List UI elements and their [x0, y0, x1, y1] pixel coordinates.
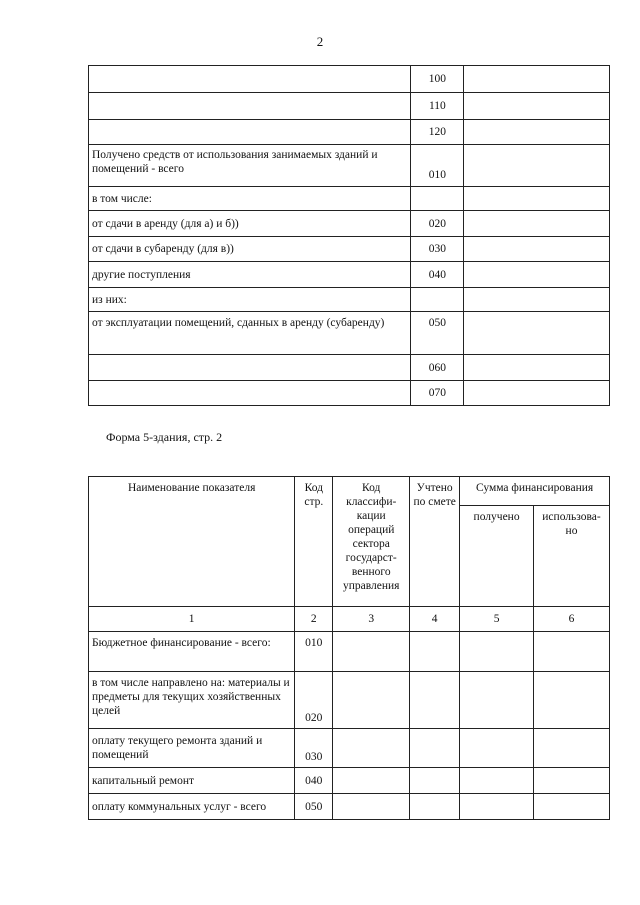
table-row	[89, 93, 610, 120]
column-number: 6	[534, 607, 610, 632]
row-label: капитальный ремонт	[89, 768, 295, 794]
value-cell	[460, 632, 534, 672]
table-row	[89, 312, 610, 355]
value-cell	[464, 66, 610, 93]
row-label	[89, 66, 411, 93]
value-cell	[333, 794, 410, 820]
value-cell	[464, 211, 610, 237]
value-cell	[410, 672, 460, 729]
row-code	[411, 288, 464, 312]
value-cell	[464, 145, 610, 187]
value-cell	[464, 381, 610, 406]
row-code	[411, 187, 464, 211]
row-label: из них:	[89, 288, 411, 312]
row-label	[89, 355, 411, 381]
table-row	[89, 145, 610, 187]
value-cell	[464, 93, 610, 120]
row-label: Получено средств от использования занимаемых зданий и помещений - всего	[89, 145, 411, 187]
value-cell	[534, 632, 610, 672]
row-code: 060	[411, 355, 464, 381]
value-cell	[333, 729, 410, 768]
table-row	[89, 794, 610, 820]
value-cell	[464, 237, 610, 262]
value-cell	[410, 794, 460, 820]
value-cell	[534, 768, 610, 794]
value-cell	[333, 768, 410, 794]
header-received: получено	[460, 506, 534, 607]
value-cell	[333, 672, 410, 729]
value-cell	[460, 729, 534, 768]
table-row	[89, 632, 610, 672]
row-label: от сдачи в субаренду (для в))	[89, 237, 411, 262]
value-cell	[534, 729, 610, 768]
table-row	[89, 381, 610, 406]
table-row	[89, 729, 610, 768]
row-code: 120	[411, 120, 464, 145]
table-row	[89, 66, 610, 93]
table-row	[89, 237, 610, 262]
value-cell	[464, 187, 610, 211]
value-cell	[464, 288, 610, 312]
row-code: 040	[411, 262, 464, 288]
row-label	[89, 120, 411, 145]
header-classification-code: Код классифи-кации операций сектора государст-венного управления	[333, 477, 410, 607]
row-code: 050	[295, 794, 333, 820]
value-cell	[464, 355, 610, 381]
table-row	[89, 262, 610, 288]
header-funding-sum: Сумма финансирования	[460, 477, 610, 506]
row-code: 020	[295, 672, 333, 729]
value-cell	[460, 794, 534, 820]
value-cell	[464, 262, 610, 288]
row-code: 070	[411, 381, 464, 406]
table-row	[89, 768, 610, 794]
form-label: Форма 5-здания, стр. 2	[106, 430, 223, 444]
value-cell	[410, 768, 460, 794]
header-name: Наименование показателя	[89, 477, 295, 607]
table-row	[89, 187, 610, 211]
page-number: 2	[316, 34, 324, 49]
row-label: другие поступления	[89, 262, 411, 288]
value-cell	[534, 794, 610, 820]
column-number: 1	[89, 607, 295, 632]
row-code: 050	[411, 312, 464, 355]
table-row	[89, 672, 610, 729]
value-cell	[464, 120, 610, 145]
header-line-code: Код стр.	[295, 477, 333, 607]
table-row	[89, 211, 610, 237]
table-row	[89, 355, 610, 381]
row-label: Бюджетное финансирование - всего:	[89, 632, 295, 672]
row-label: от сдачи в аренду (для а) и б))	[89, 211, 411, 237]
table-row	[89, 288, 610, 312]
row-label	[89, 93, 411, 120]
income-table	[88, 65, 610, 406]
funding-table	[88, 476, 610, 820]
column-number: 3	[333, 607, 410, 632]
row-code: 040	[295, 768, 333, 794]
column-number: 2	[295, 607, 333, 632]
header-used: использова-но	[534, 506, 610, 607]
row-code: 100	[411, 66, 464, 93]
row-code: 010	[411, 145, 464, 187]
row-label: в том числе направлено на: материалы и предметы для текущих хозяйственных целей	[89, 672, 295, 729]
row-label: оплату коммунальных услуг - всего	[89, 794, 295, 820]
value-cell	[534, 672, 610, 729]
value-cell	[460, 672, 534, 729]
column-number: 5	[460, 607, 534, 632]
header-estimate: Учтено по смете	[410, 477, 460, 607]
row-label	[89, 381, 411, 406]
table-row	[89, 120, 610, 145]
value-cell	[410, 632, 460, 672]
value-cell	[464, 312, 610, 355]
row-code: 010	[295, 632, 333, 672]
row-code: 110	[411, 93, 464, 120]
value-cell	[333, 632, 410, 672]
row-label: оплату текущего ремонта зданий и помещений	[89, 729, 295, 768]
column-number: 4	[410, 607, 460, 632]
value-cell	[460, 768, 534, 794]
row-label: в том числе:	[89, 187, 411, 211]
row-code: 030	[411, 237, 464, 262]
row-code: 020	[411, 211, 464, 237]
value-cell	[410, 729, 460, 768]
row-label: от эксплуатации помещений, сданных в аренду (субаренду)	[89, 312, 411, 355]
row-code: 030	[295, 729, 333, 768]
